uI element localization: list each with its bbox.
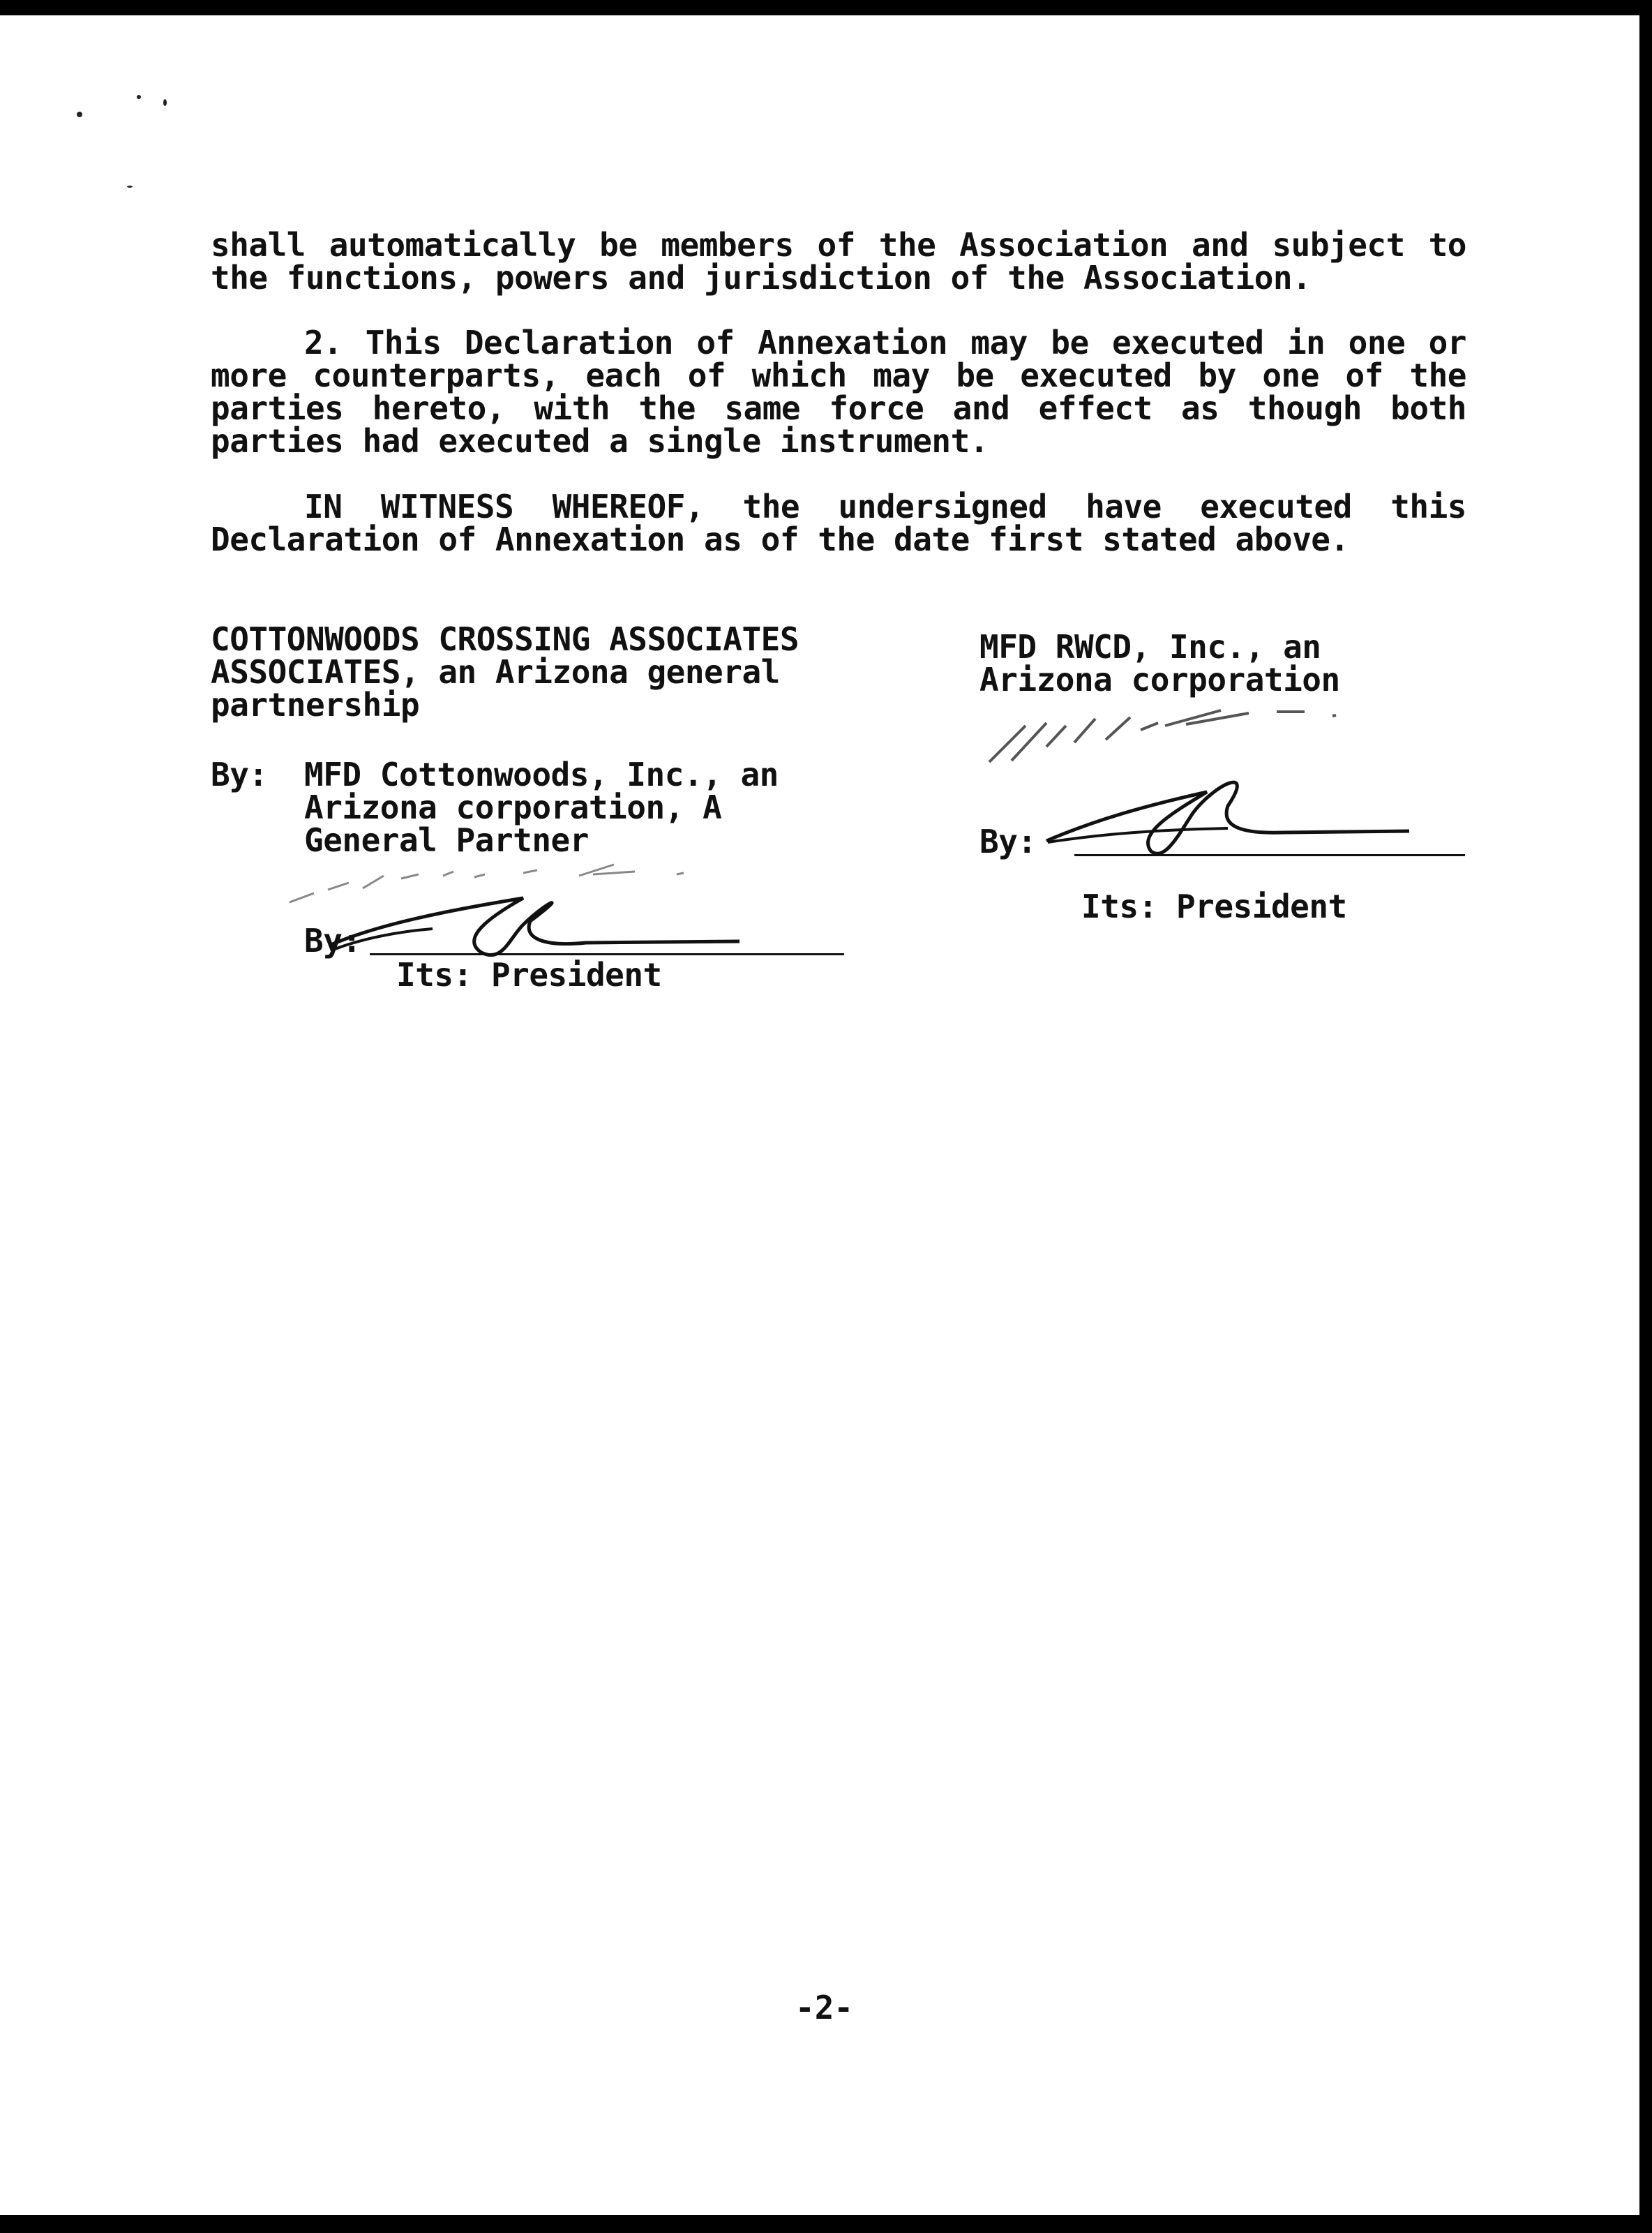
paragraph-2-line-4: parties had executed a single instrument. [211, 422, 989, 460]
right-title: Its: President [1081, 888, 1347, 925]
paragraph-2-line-2: more counterparts, each of which may be executed by one of the [211, 357, 1466, 394]
right-entity-line-1: MFD RWCD, Inc., an [979, 628, 1321, 666]
right-signature-line [1074, 854, 1465, 856]
right-entity-line-2: Arizona corporation [979, 661, 1340, 699]
paragraph-3-line-1: IN WITNESS WHEREOF, the undersigned have executed this [304, 488, 1466, 525]
scan-border-top [0, 0, 1652, 15]
left-signature-line [370, 953, 844, 955]
scan-border-right [1639, 0, 1652, 2233]
left-by-entity-line-2: Arizona corporation, A [304, 789, 722, 826]
right-faint-initials-signature [984, 698, 1360, 768]
scan-border-bottom [0, 2215, 1652, 2233]
left-sign-by-label: By: [304, 922, 361, 959]
left-by-entity-line-3: General Partner [304, 821, 589, 859]
right-by-label: By: [979, 823, 1037, 860]
left-by-entity-line-1: MFD Cottonwoods, Inc., an [304, 756, 779, 793]
paragraph-1-line-2: the functions, powers and jurisdiction of the Association. [211, 259, 1312, 297]
left-entity-line-2: ASSOCIATES, an Arizona general [211, 653, 780, 691]
left-entity-line-3: partnership [211, 686, 420, 724]
right-president-signature [1032, 764, 1423, 862]
paragraph-2-line-1: 2. This Declaration of Annexation may be executed in one or [304, 324, 1466, 361]
paragraph-3-line-2: Declaration of Annexation as of the date first stated above. [211, 521, 1349, 558]
left-by-label: By: [211, 756, 268, 793]
scan-speck [163, 99, 167, 106]
scan-speck [127, 186, 133, 188]
paragraph-1-line-1: shall automatically be members of the Association and subject to [211, 226, 1466, 264]
left-title: Its: President [396, 956, 662, 994]
scan-speck [77, 112, 82, 117]
left-entity-line-1: COTTONWOODS CROSSING ASSOCIATES [211, 620, 799, 658]
paragraph-2-line-3: parties hereto, with the same force and effect as though both [211, 389, 1466, 427]
scan-speck [137, 95, 141, 99]
page-number: -2- [795, 1989, 854, 2026]
